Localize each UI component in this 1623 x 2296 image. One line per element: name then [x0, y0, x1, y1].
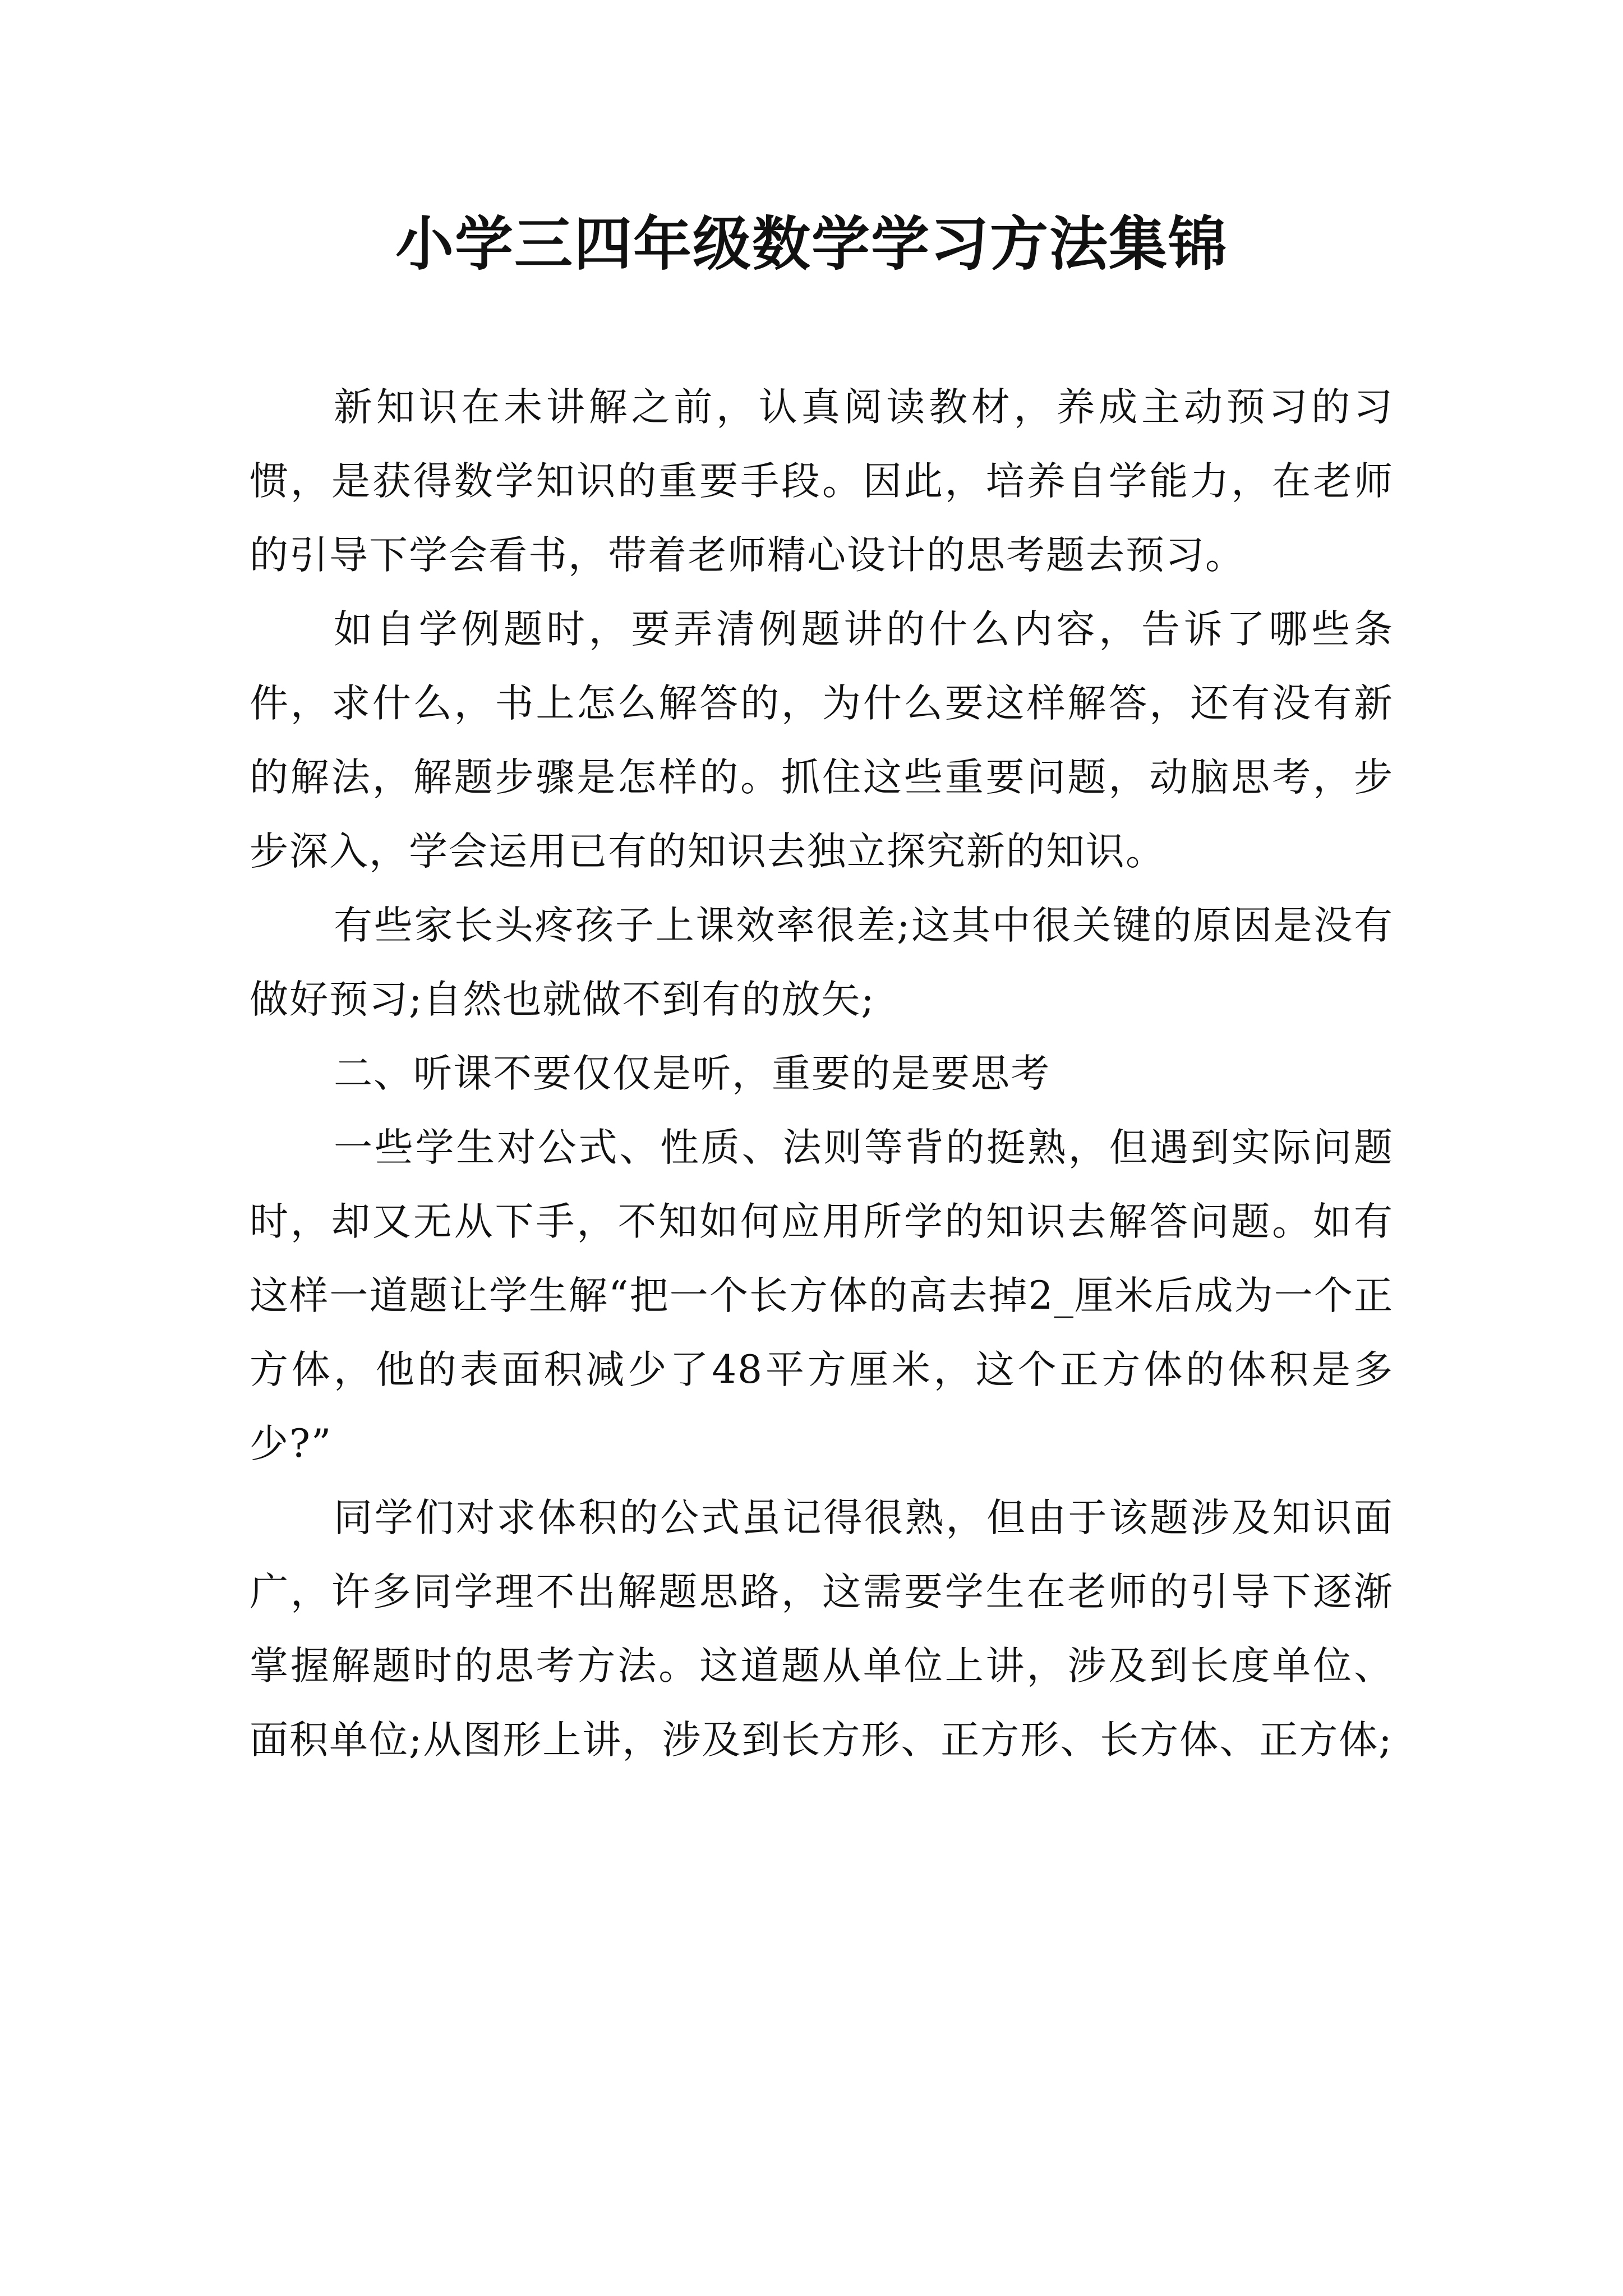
document-title: 小学三四年级数学学习方法集锦 — [395, 209, 1228, 278]
paragraph-volume-analysis: 同学们对求体积的公式虽记得很熟，但由于该题涉及知识面广，许多同学理不出解题思路，这需要学生在老师的引导下逐渐掌握解题时的思考方法。这道题从单位上讲，涉及到长度单位、面积单位;从图形上讲，涉及到长方形、正方形、长方体、正方体; — [250, 1496, 1394, 1763]
section-heading-listening: 二、听课不要仅仅是听，重要的是要思考 — [334, 1051, 1050, 1096]
document-body — [250, 370, 1394, 1777]
paragraph-self-study-example: 如自学例题时，要弄清例题讲的什么内容，告诉了哪些条件，求什么，书上怎么解答的，为什么要这样解答，还有没有新的解法，解题步骤是怎样的。抓住这些重要问题，动脑思考，步步深入，学会运用已有的知识去独立探究新的知识。 — [250, 607, 1394, 874]
paragraph-parent-concern: 有些家长头疼孩子上课效率很差;这其中很关键的原因是没有做好预习;自然也就做不到有的放矢; — [250, 903, 1394, 1022]
paragraph-formula-problem: 一些学生对公式、性质、法则等背的挺熟，但遇到实际问题时，却又无从下手，不知如何应用所学的知识去解答问题。如有这样一道题让学生解“把一个长方体的高去掉2_厘米后成为一个正方体，他的表面积减少了48平方厘米，这个正方体的体积是多少?” — [250, 1125, 1394, 1466]
paragraph-preview-reading: 新知识在未讲解之前，认真阅读教材，养成主动预习的习惯，是获得数学知识的重要手段。因此，培养自学能力，在老师的引导下学会看书，带着老师精心设计的思考题去预习。 — [250, 385, 1394, 578]
